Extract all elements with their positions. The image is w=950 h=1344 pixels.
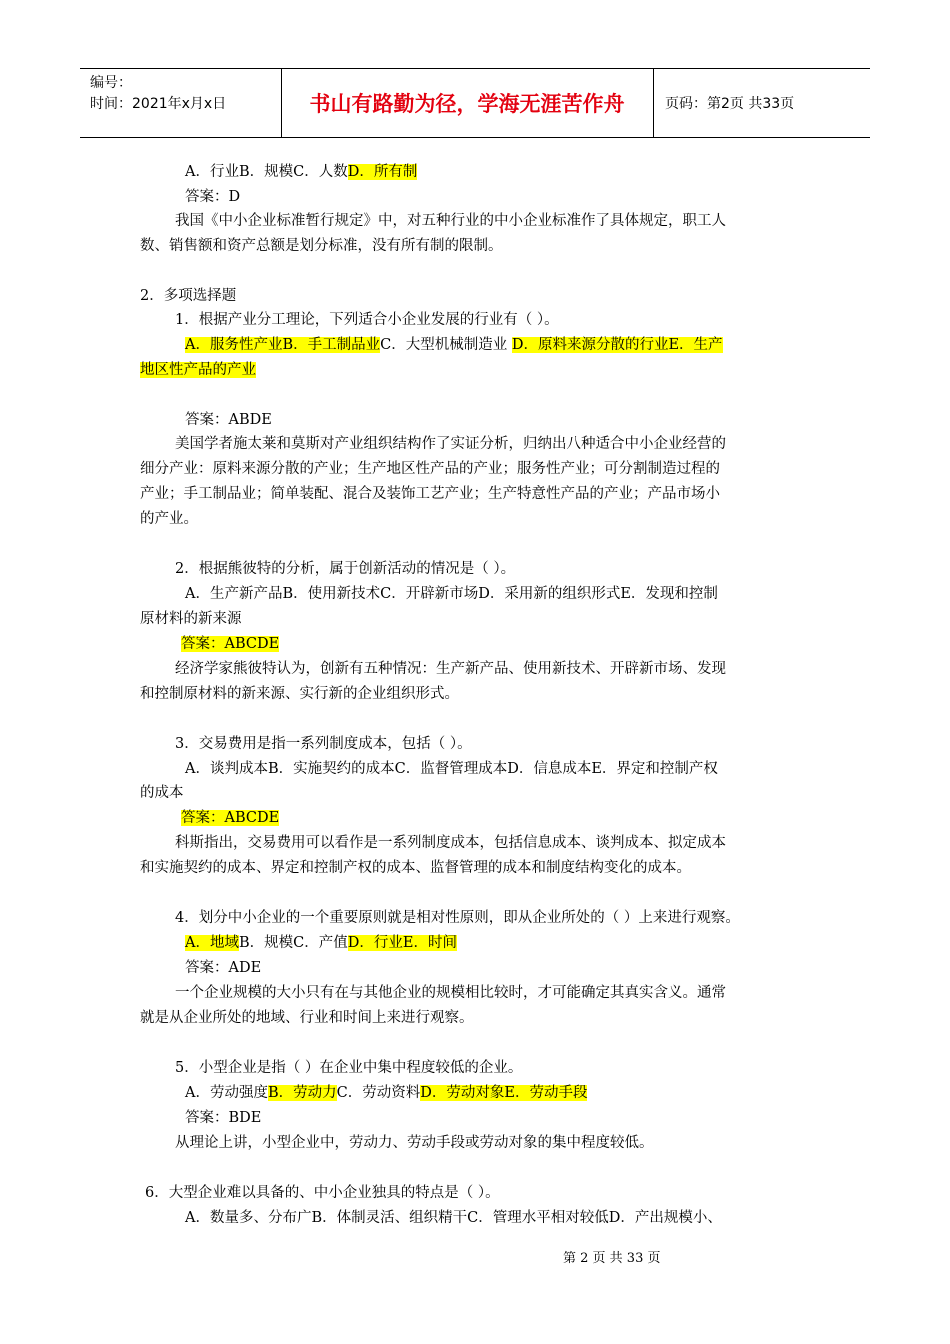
page-footer: 第 2 页 共 33 页 [563,1251,661,1266]
highlighted-answer: A．地域 [185,935,239,951]
highlighted-answer: A．服务性产业B．手工制品业 [185,337,381,353]
options-line [185,335,723,355]
options-line [140,360,256,380]
options-line: A．谈判成本B．实施契约的成本C．监督管理成本D．信息成本E．界定和控制产权 [185,761,718,777]
option-text: C．大型机械制造业 [380,337,512,353]
option-text: A．劳动强度 [185,1085,268,1101]
explanation-line: 一个企业规模的大小只有在与其他企业的规模相比较时，才可能确定其真实含义。通常 [175,985,726,1001]
header-page-label: 页码：第2页 共33页 [665,96,795,112]
options-line: 原材料的新来源 [140,611,242,627]
question-line: 4．划分中小企业的一个重要原则就是相对性原则，即从企业所处的（ ）上来进行观察。 [175,910,740,926]
explanation-line: 产业；手工制品业；简单装配、混合及装饰工艺产业；生产特意性产品的产业；产品市场小 [140,486,720,502]
explanation-line: 和控制原材料的新来源、实行新的企业组织形式。 [140,686,459,702]
question-line: 3．交易费用是指一系列制度成本，包括（ ）。 [175,736,472,752]
explanation-line: 就是从企业所处的地域、行业和时间上来进行观察。 [140,1010,474,1026]
explanation-line: 和实施契约的成本、界定和控制产权的成本、监督管理的成本和制度结构变化的成本。 [140,860,691,876]
answer-line [181,808,279,828]
options-line: A．生产新产品B．使用新技术C．开辟新市场D．采用新的组织形式E．发现和控制 [185,586,718,602]
answer-line: 答案：BDE [185,1110,262,1126]
answer-line: 答案：ABDE [185,412,272,428]
highlighted-answer: 答案：ABCDE [181,636,280,652]
answer-line [181,634,279,654]
explanation-line: 科斯指出，交易费用可以看作是一系列制度成本，包括信息成本、谈判成本、拟定成本 [175,835,726,851]
options-line: 的成本 [140,785,184,801]
highlighted-answer: 答案：ABCDE [181,810,280,826]
answer-line: 答案：D [185,189,241,205]
options-line [185,933,457,953]
question-line: 1．根据产业分工理论，下列适合小企业发展的行业有（ ）。 [175,312,559,328]
highlighted-answer: B．劳动力 [267,1085,337,1101]
highlighted-answer: D．行业E．时间 [347,935,457,951]
option-text: C．劳动资料 [336,1085,421,1101]
explanation-line: 美国学者施太莱和莫斯对产业组织结构作了实证分析，归纳出八种适合中小企业经营的 [175,436,726,452]
option-text: A．行业B．规模C．人数 [185,164,348,180]
answer-line: 答案：ADE [185,960,262,976]
options-line [185,162,417,182]
time-label: 时间：2021年x月x日 [90,96,227,112]
highlighted-answer: 地区性产品的产业 [140,362,256,378]
section-heading: 2．多项选择题 [140,288,237,304]
question-line: 6．大型企业难以具备的、中小企业独具的特点是（ ）。 [145,1185,500,1201]
explanation-line: 细分产业：原料来源分散的产业；生产地区性产品的产业；服务性产业；可分割制造过程的 [140,461,720,477]
code-label: 编号： [90,75,132,91]
highlighted-answer: D．劳动对象E．劳动手段 [420,1085,588,1101]
explanation-line: 数、销售额和资产总额是划分标准，没有所有制的限制。 [140,238,503,254]
explanation-line: 经济学家熊彼特认为，创新有五种情况：生产新产品、使用新技术、开辟新市场、发现 [175,661,726,677]
highlighted-answer: D．原料来源分散的行业E．生产 [511,337,723,353]
option-text: B．规模C．产值 [238,935,348,951]
question-line: 2．根据熊彼特的分析，属于创新活动的情况是（ ）。 [175,561,516,577]
explanation-line: 从理论上讲，小型企业中，劳动力、劳动手段或劳动对象的集中程度较低。 [175,1135,654,1151]
header-divider [653,69,654,137]
question-line: 5．小型企业是指（ ）在企业中集中程度较低的企业。 [175,1060,523,1076]
header-motto: 书山有路勤为径，学海无涯苦作舟 [309,92,625,116]
page-header [80,68,870,138]
options-line: A．数量多、分布广B．体制灵活、组织精干C．管理水平相对较低D．产出规模小、 [185,1210,722,1226]
highlighted-answer: D．所有制 [347,164,418,180]
explanation-line: 我国《中小企业标准暂行规定》中，对五种行业的中小企业标准作了具体规定，职工人 [175,213,726,229]
header-meta [80,69,280,137]
explanation-line: 的产业。 [140,511,198,527]
options-line [185,1083,587,1103]
